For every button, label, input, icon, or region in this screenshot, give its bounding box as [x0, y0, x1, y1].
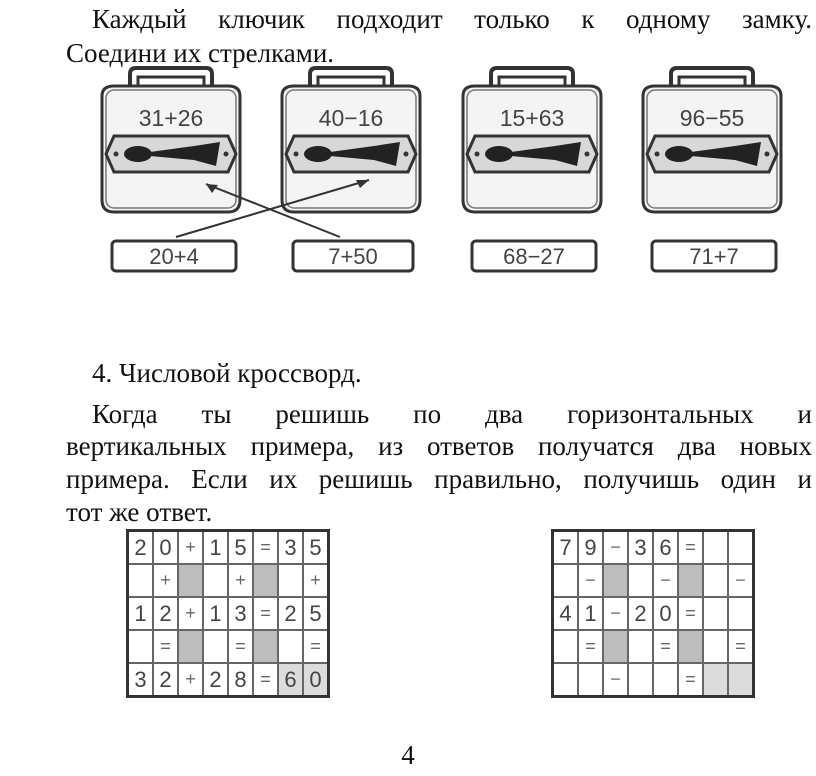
crossword-cell	[203, 564, 228, 597]
crossword-cell: −	[603, 531, 628, 565]
crossword-cell: 9	[578, 531, 603, 565]
crossword-cell	[128, 630, 154, 663]
crossword-row	[553, 597, 754, 630]
crossword-cell: 8	[228, 663, 253, 697]
crossword-cell: =	[253, 663, 278, 697]
crossword-cell: =	[678, 597, 703, 630]
crossword-cell: 2	[153, 597, 178, 630]
crossword-cell: 2	[203, 663, 228, 697]
crossword-cell: =	[303, 630, 329, 663]
page-number: 4	[401, 740, 415, 770]
crossword-cell	[578, 663, 603, 697]
crossword-cell: =	[728, 630, 754, 663]
crossword-cell	[703, 630, 728, 663]
task4-line2: вертикальных примера, из ответов получатся два новых	[66, 431, 812, 461]
crossword-cell	[678, 630, 703, 663]
crossword-cell: 3	[628, 531, 653, 565]
task3-line2: Соедини их стрелками.	[66, 38, 335, 68]
crossword-row	[128, 531, 329, 565]
lock-4-label: 96−55	[679, 105, 745, 131]
crossword-cell: 2	[153, 663, 178, 697]
crossword-row	[128, 564, 329, 597]
crossword-cell	[203, 630, 228, 663]
crossword-cell	[553, 663, 579, 697]
crossword-cell: 0	[653, 597, 678, 630]
crossword-row	[553, 531, 754, 565]
crossword-cell	[553, 564, 579, 597]
lock-1	[102, 68, 240, 212]
key-1-label: 20+4	[149, 244, 199, 269]
crossword-row	[128, 663, 329, 697]
crossword-cell: +	[303, 564, 329, 597]
crossword-cell	[728, 531, 754, 565]
crossword-cell	[703, 564, 728, 597]
key-4-label: 71+7	[689, 244, 739, 269]
task3-line1: Каждый ключик подходит только к одному замку.	[92, 4, 812, 34]
lock-3	[463, 68, 601, 212]
task4-line1: Когда ты решишь по два горизонтальных и	[92, 399, 812, 429]
crossword-cell: −	[603, 597, 628, 630]
locks-and-keys-illustration	[0, 0, 816, 300]
crossword-cell	[628, 630, 653, 663]
lock-3-label: 15+63	[499, 105, 565, 131]
crossword-cell	[278, 630, 303, 663]
crossword-cell: 4	[553, 597, 579, 630]
crossword-cell: −	[728, 564, 754, 597]
crossword-cell: 5	[228, 531, 253, 565]
crossword-cell: 5	[303, 597, 329, 630]
crossword-cell: =	[253, 531, 278, 565]
crossword-1	[126, 529, 330, 698]
crossword-cell: −	[603, 663, 628, 697]
crossword-cell: +	[153, 564, 178, 597]
key-2-label: 7+50	[328, 244, 378, 269]
crossword-cell: 2	[128, 531, 154, 565]
crossword-cell: 2	[628, 597, 653, 630]
crossword-cell: 3	[128, 663, 154, 697]
crossword-cell	[603, 564, 628, 597]
crossword-cell: =	[653, 630, 678, 663]
crossword-cell: +	[228, 564, 253, 597]
crossword-cell	[253, 630, 278, 663]
crossword-cell	[678, 564, 703, 597]
crossword-cell: 0	[153, 531, 178, 565]
crossword-cell	[253, 564, 278, 597]
crossword-cell: 0	[303, 663, 329, 697]
crossword-cell: 3	[278, 531, 303, 565]
task4-line4: тот же ответ.	[66, 497, 213, 527]
crossword-cell	[653, 663, 678, 697]
crossword-cell	[128, 564, 154, 597]
crossword-cell	[278, 564, 303, 597]
task4-heading: 4. Числовой кроссворд.	[92, 358, 362, 388]
lock-2-label: 40−16	[318, 105, 384, 131]
lock-2	[282, 68, 420, 212]
crossword-cell: 7	[553, 531, 579, 565]
crossword-cell: +	[178, 531, 203, 565]
crossword-cell	[628, 564, 653, 597]
crossword-cell: 3	[228, 597, 253, 630]
crossword-row	[128, 630, 329, 663]
crossword-2	[551, 529, 755, 698]
crossword-cell: 6	[278, 663, 303, 697]
crossword-cell	[703, 597, 728, 630]
crossword-cell: 1	[128, 597, 154, 630]
crossword-cell: 5	[303, 531, 329, 565]
crossword-cell: 1	[578, 597, 603, 630]
crossword-cell	[703, 663, 728, 697]
crossword-cell: 1	[203, 597, 228, 630]
crossword-row	[553, 663, 754, 697]
key-3-label: 68−27	[503, 244, 565, 269]
crossword-row	[553, 630, 754, 663]
crossword-row	[128, 597, 329, 630]
crossword-cell	[628, 663, 653, 697]
task4-line3: примера. Если их решишь правильно, получишь один и	[66, 464, 812, 494]
crossword-cell	[703, 531, 728, 565]
crossword-cell: 6	[653, 531, 678, 565]
crossword-cell: =	[228, 630, 253, 663]
lock-4	[643, 68, 781, 212]
crossword-cell	[178, 630, 203, 663]
crossword-cell	[178, 564, 203, 597]
crossword-cell: +	[178, 663, 203, 697]
crossword-cell	[553, 630, 579, 663]
crossword-row	[553, 564, 754, 597]
crossword-cell: =	[678, 663, 703, 697]
lock-1-label: 31+26	[138, 105, 204, 131]
crossword-cell	[728, 663, 754, 697]
crossword-cell: =	[678, 531, 703, 565]
crossword-cell: −	[653, 564, 678, 597]
crossword-cell: 2	[278, 597, 303, 630]
crossword-cell: =	[253, 597, 278, 630]
crossword-cell: −	[578, 564, 603, 597]
crossword-cell: =	[578, 630, 603, 663]
crossword-cell	[728, 597, 754, 630]
crossword-cell: 1	[203, 531, 228, 565]
crossword-cell: =	[153, 630, 178, 663]
crossword-cell	[603, 630, 628, 663]
crossword-cell: +	[178, 597, 203, 630]
